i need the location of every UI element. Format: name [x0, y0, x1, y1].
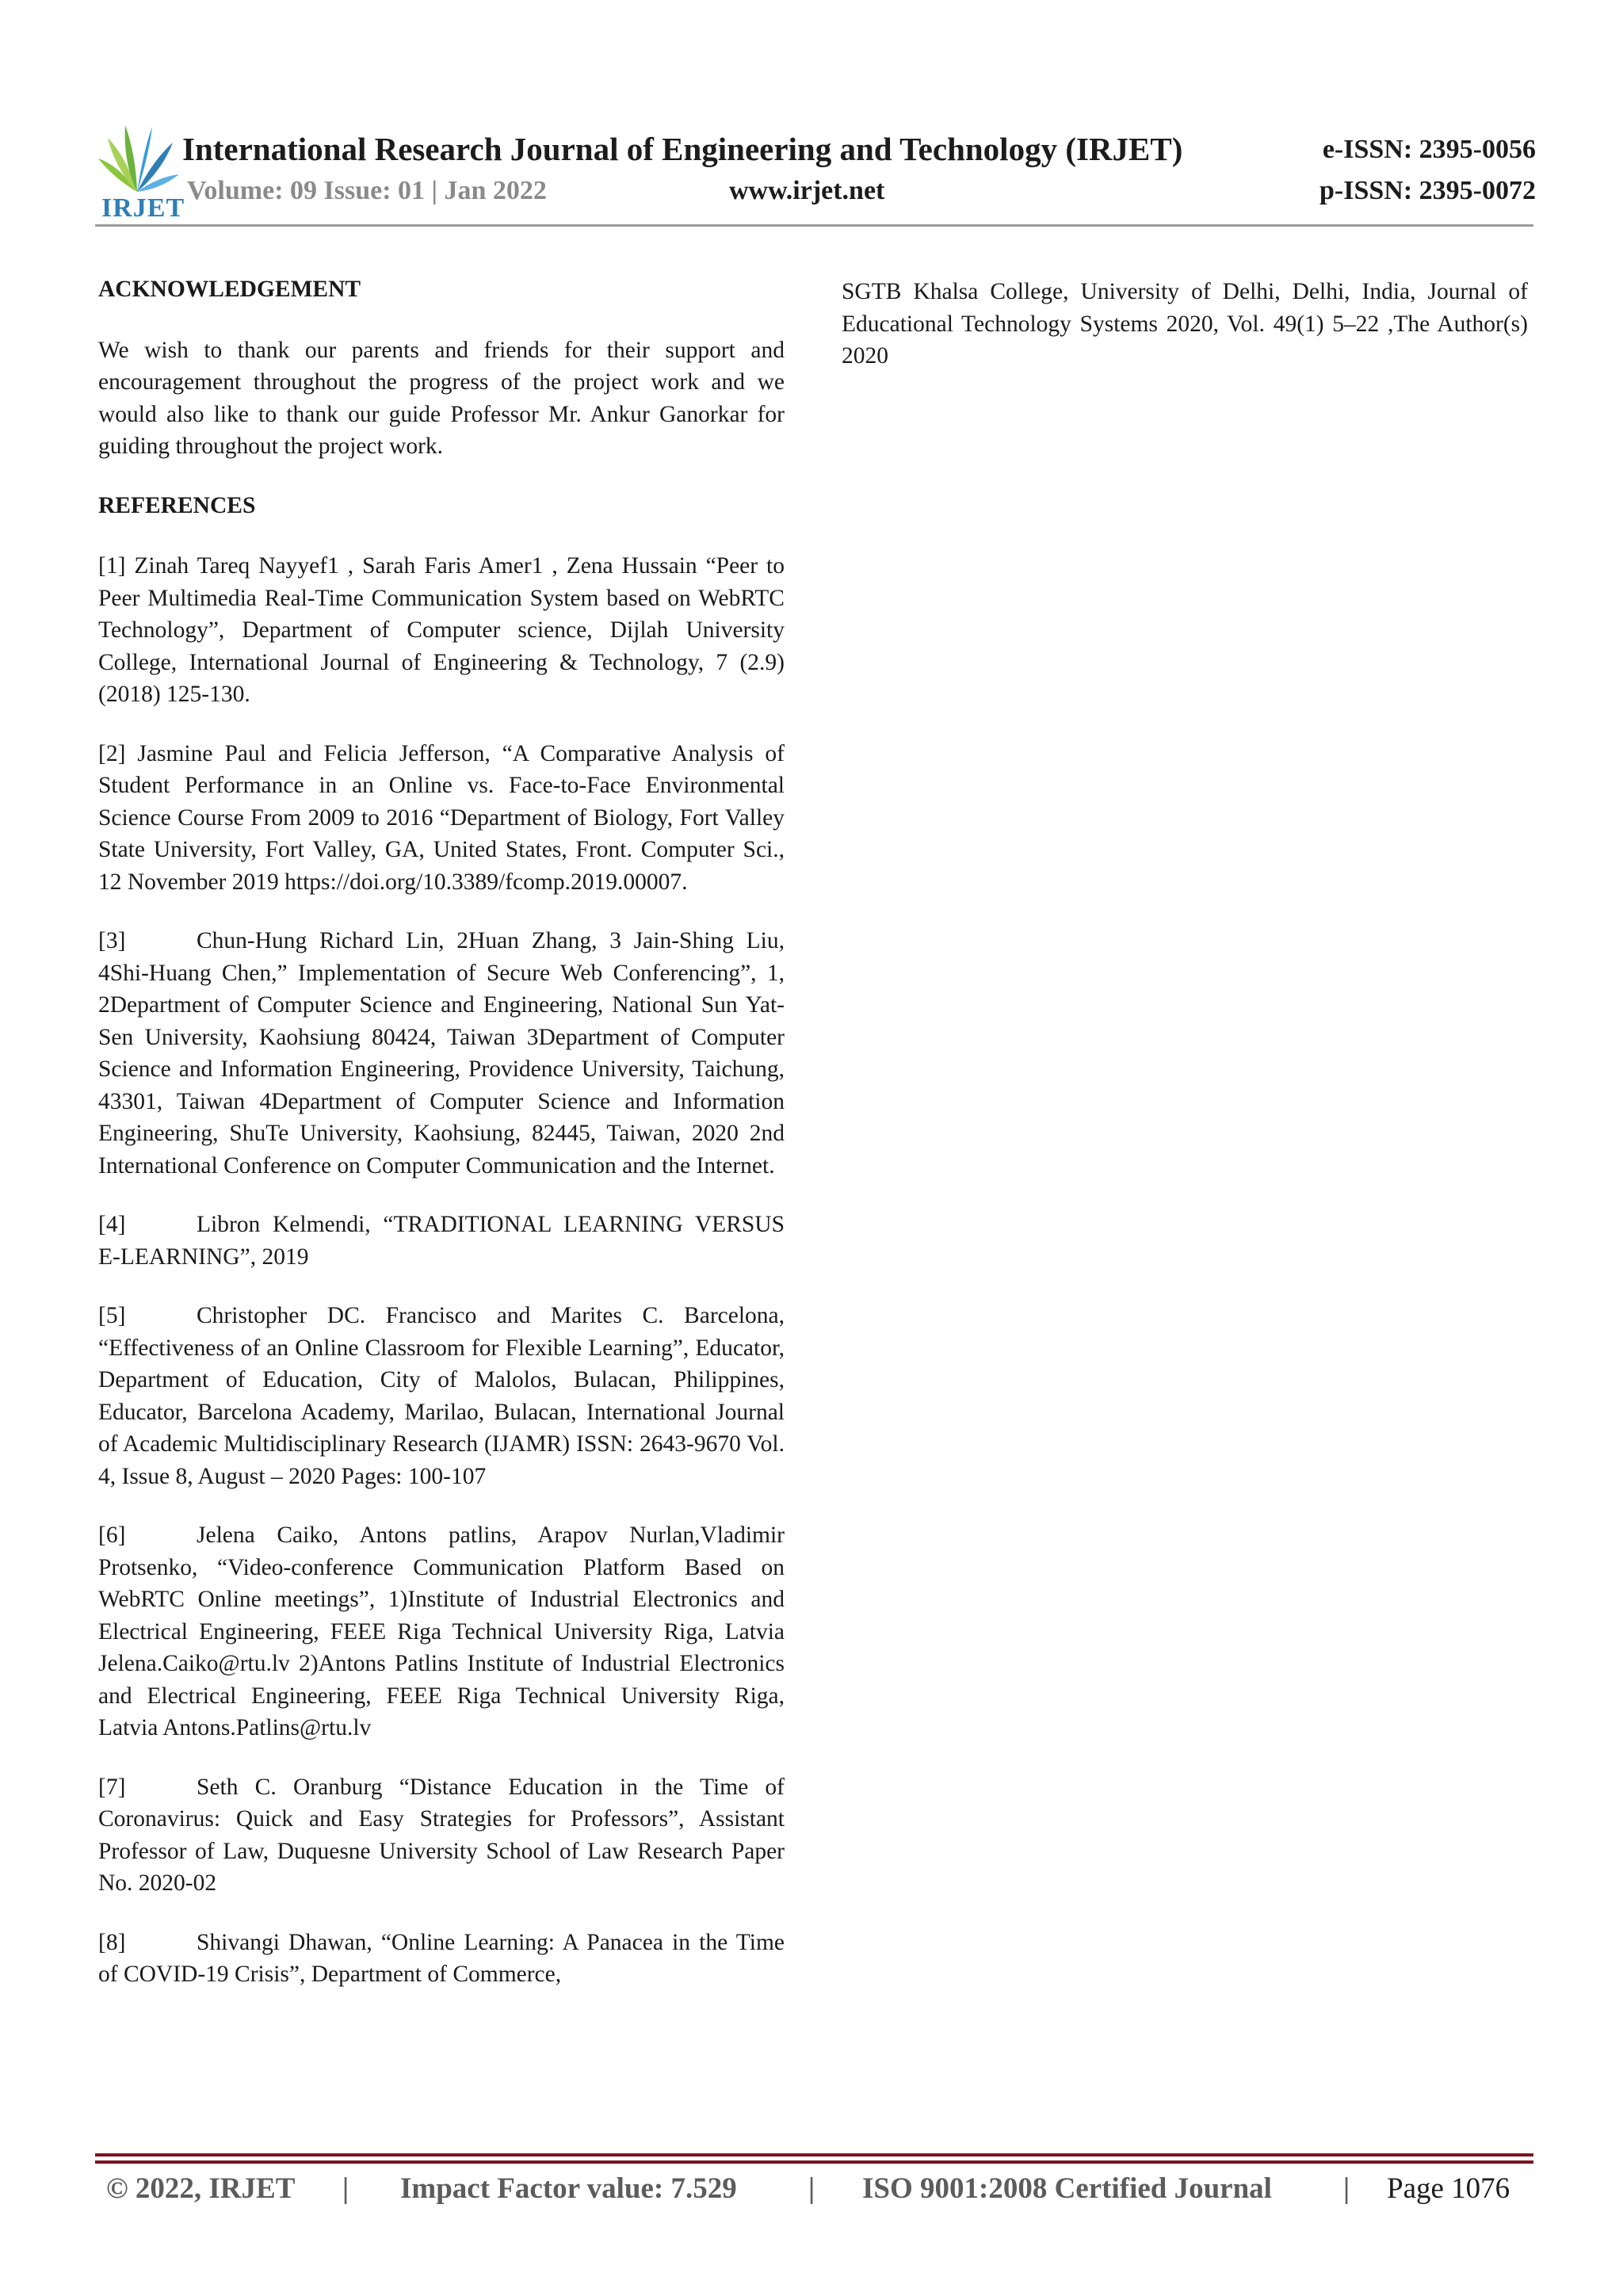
footer-separator: |	[342, 2172, 349, 2205]
journal-title: International Research Journal of Engineering and Technology (IRJET)	[182, 131, 1183, 167]
reference-text: Zinah Tareq Nayyef1 , Sarah Faris Amer1 , Zena Hussain “Peer to Peer Multimedia Real-Time Communication System based on WebRTC Technology”, Department of Computer science, Dijlah University College, International Journal of Engineering & Technology, 7 (2.9) (2018) 125-130.	[98, 553, 785, 707]
leaf-logo-icon	[94, 119, 181, 198]
journal-website: www.irjet.net	[729, 176, 885, 205]
reference-item-1	[98, 550, 785, 711]
footer-copyright: © 2022, IRJET	[106, 2172, 296, 2205]
reference-number: [7]	[98, 1774, 126, 1800]
logo-text: IRJET	[101, 193, 185, 223]
left-column	[98, 273, 785, 2018]
volume-issue: Volume: 09 Issue: 01 | Jan 2022	[187, 176, 547, 205]
acknowledgement-heading: ACKNOWLEDGEMENT	[98, 277, 361, 302]
reference-item-5	[98, 1300, 785, 1492]
footer-divider-bottom	[95, 2160, 1533, 2164]
e-issn: e-ISSN: 2395-0056	[1322, 135, 1536, 164]
reference-text: Shivangi Dhawan, “Online Learning: A Panacea in the Time of COVID-19 Crisis”, Department of Commerce,	[98, 1929, 785, 1987]
reference-number: [3]	[98, 928, 126, 953]
reference-text: Jelena Caiko, Antons patlins, Arapov Nurlan,Vladimir Protsenko, “Video-conference Communication Platform Based on WebRTC Online meetings”, 1)Institute of Industrial Electronics and Electrical Engineering, FEEE Riga Technical University Riga, Latvia Jelena.Caiko@rtu.lv 2)Antons Patlins Institute of Industrial Electronics and Electrical Engineering, FEEE Riga Technical University Riga, Latvia Antons.Patlins@rtu.lv	[98, 1522, 785, 1740]
footer-impact-factor: Impact Factor value: 7.529	[400, 2172, 737, 2205]
reference-number: [5]	[98, 1303, 126, 1328]
right-column	[842, 276, 1528, 399]
reference-text: Chun-Hung Richard Lin, 2Huan Zhang, 3 Jain-Shing Liu, 4Shi-Huang Chen,” Implementation of Secure Web Conferencing”, 1, 2Department of Computer Science and Engineering, National Sun Yat-Sen University, Kaohsiung 80424, Taiwan 3Department of Computer Science and Information Engineering, Providence University, Taichung, 43301, Taiwan 4Department of Computer Science and Information Engineering, ShuTe University, Kaohsiung, 82445, Taiwan, 2020 2nd International Conference on Computer Communication and the Internet.	[98, 928, 785, 1179]
reference-number: [2]	[98, 740, 126, 766]
reference-item-2	[98, 738, 785, 899]
reference-text: Jasmine Paul and Felicia Jefferson, “A Comparative Analysis of Student Performance in an Online vs. Face-to-Face Environmental Science Course From 2009 to 2016 “Department of Biology, Fort Valley State University, Fort Valley, GA, United States, Front. Computer Sci., 12 November 2019 https://doi.org/10.3389/fcomp.2019.00007.	[98, 740, 785, 895]
reference-text: Libron Kelmendi, “TRADITIONAL LEARNING VERSUS E-LEARNING”, 2019	[98, 1212, 785, 1270]
reference-text: Christopher DC. Francisco and Marites C. Barcelona, “Effectiveness of an Online Classroom for Flexible Learning”, Educator, Department of Education, City of Malolos, Bulacan, Philippines, Educator, Barcelona Academy, Marilao, Bulacan, International Journal of Academic Multidisciplinary Research (IJAMR) ISSN: 2643-9670 Vol. 4, Issue 8, August – 2020 Pages: 100-107	[98, 1303, 785, 1489]
footer-iso-certification: ISO 9001:2008 Certified Journal	[862, 2172, 1272, 2205]
reference-text: Seth C. Oranburg “Distance Education in the Time of Coronavirus: Quick and Easy Strategies for Professors”, Assistant Professor of Law, Duquesne University School of Law Research Paper No. 2020-02	[98, 1774, 785, 1896]
footer-separator: |	[1343, 2172, 1350, 2205]
reference-8-continuation: SGTB Khalsa College, University of Delhi, Delhi, India, Journal of Educational Technology Systems 2020, Vol. 49(1) 5–22 ,The Author(s) 2020	[842, 279, 1528, 369]
header-divider	[95, 224, 1533, 227]
page-footer	[95, 2165, 1533, 2213]
footer-divider-top	[95, 2153, 1533, 2157]
reference-number: [1]	[98, 553, 126, 579]
reference-number: [6]	[98, 1522, 126, 1548]
footer-separator: |	[808, 2172, 815, 2205]
page-header	[94, 111, 1536, 230]
acknowledgement-text: We wish to thank our parents and friends for their support and encouragement throughout the progress of the project work and we would also like to thank our guide Professor Mr. Ankur Ganorkar for guiding throughout the project work.	[98, 337, 785, 459]
reference-item-3	[98, 925, 785, 1182]
reference-number: [4]	[98, 1212, 126, 1237]
references-heading: REFERENCES	[98, 492, 256, 518]
reference-item-4	[98, 1209, 785, 1273]
page-number: Page 1076	[1387, 2172, 1510, 2205]
reference-item-8	[98, 1927, 785, 1991]
reference-number: [8]	[98, 1929, 126, 1955]
irjet-logo	[94, 119, 185, 223]
reference-item-6	[98, 1519, 785, 1744]
reference-item-7	[98, 1771, 785, 1900]
p-issn: p-ISSN: 2395-0072	[1319, 176, 1536, 205]
